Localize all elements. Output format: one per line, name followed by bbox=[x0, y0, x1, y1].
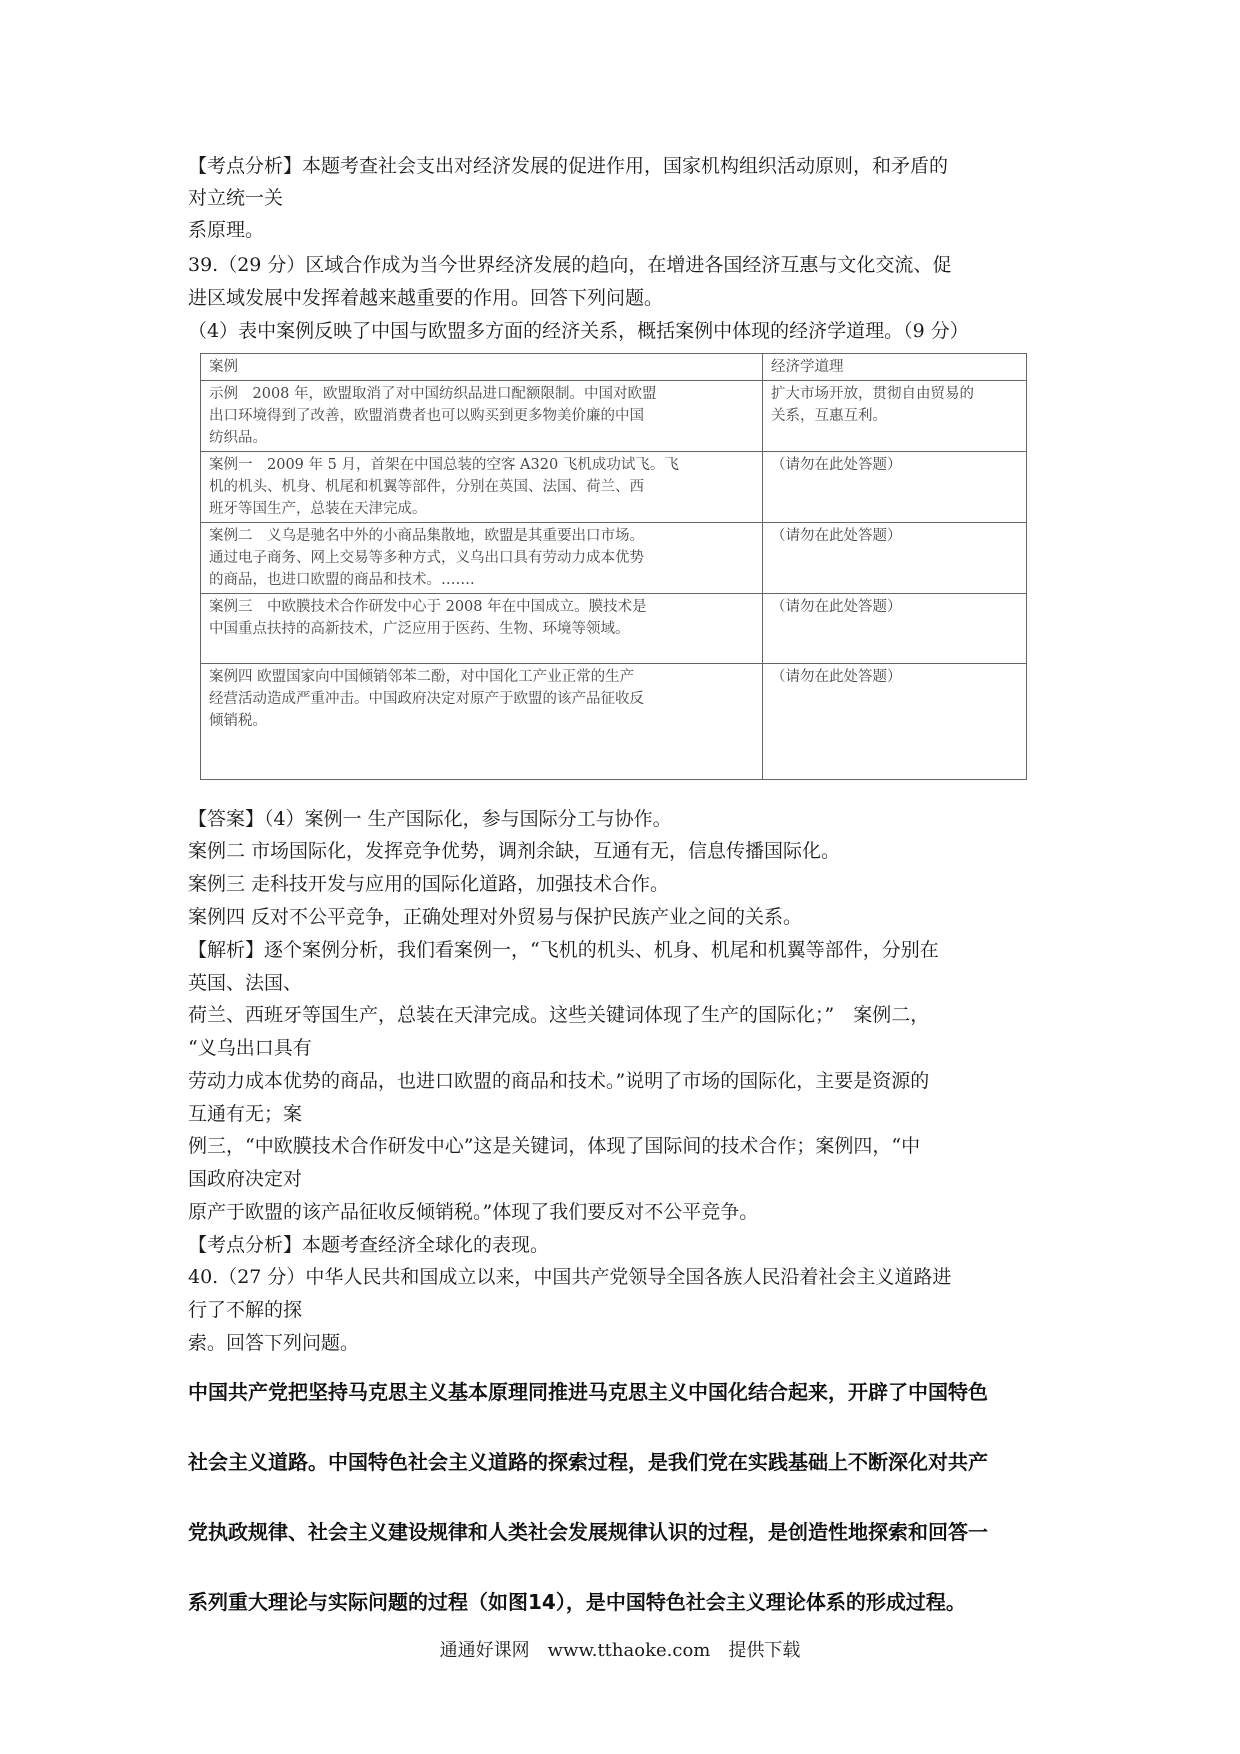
material-line: 社会主义道路。中国特色社会主义道路的探索过程，是我们党在实践基础上不断深化对共产 bbox=[188, 1450, 988, 1474]
question-40-line: 40.（27 分）中华人民共和国成立以来，中国共产党领导全国各族人民沿着社会主义道路进 bbox=[188, 1266, 952, 1288]
table-header-principle: 经济学道理 bbox=[763, 354, 1027, 381]
case-cell: 案例四 欧盟国家向中国倾销邻苯二酚，对中国化工产业正常的生产 经营活动造成严重冲击。中国政府决定对原产于欧盟的该产品征收反 倾销税。 bbox=[201, 664, 763, 780]
material-line: 中国共产党把坚持马克思主义基本原理同推进马克思主义中国化结合起来，开辟了中国特色 bbox=[188, 1380, 988, 1404]
table-row bbox=[201, 452, 1027, 523]
analysis-line: 荷兰、西班牙等国生产，总装在天津完成。这些关键词体现了生产的国际化；” 案例二， bbox=[188, 1004, 930, 1026]
analysis-line: 英国、法国、 bbox=[188, 972, 303, 994]
answer-line: 案例二 市场国际化，发挥竞争优势，调剂余缺，互通有无，信息传播国际化。 bbox=[188, 840, 841, 862]
question-40-line: 索。回答下列问题。 bbox=[188, 1332, 360, 1354]
case-cell: 示例 2008 年，欧盟取消了对中国纺织品进口配额限制。中国对欧盟 出口环境得到了改善，欧盟消费者也可以购买到更多物美价廉的中国 纺织品。 bbox=[201, 381, 763, 452]
answer-placeholder-cell: （请勿在此处答题） bbox=[763, 452, 1027, 523]
text-line: 对立统一关 bbox=[188, 187, 284, 209]
analysis-line: 国政府决定对 bbox=[188, 1168, 303, 1190]
table-row bbox=[201, 664, 1027, 780]
answer-line: 案例四 反对不公平竞争，正确处理对外贸易与保护民族产业之间的关系。 bbox=[188, 906, 803, 928]
material-line: 党执政规律、社会主义建设规律和人类社会发展规律认识的过程，是创造性地探索和回答一 bbox=[188, 1520, 988, 1544]
analysis-line: 原产于欧盟的该产品征收反倾销税。”体现了我们要反对不公平竞争。 bbox=[188, 1201, 759, 1223]
answer-placeholder-cell: （请勿在此处答题） bbox=[763, 594, 1027, 664]
page-footer: 通通好课网 www.tthaoke.com 提供下载 bbox=[439, 1640, 801, 1661]
table-row bbox=[201, 381, 1027, 452]
question-39-line: 39.（29 分）区域合作成为当今世界经济发展的趋向，在增进各国经济互惠与文化交流、促 bbox=[188, 254, 952, 276]
table-row bbox=[201, 594, 1027, 664]
case-cell: 案例一 2009 年 5 月，首架在中国总装的空客 A320 飞机成功试飞。飞 机的机头、机身、机尾和机翼等部件，分别在英国、法国、荷兰、西 班牙等国生产，总装在天津完成。 bbox=[201, 452, 763, 523]
answer-line: 【答案】（4）案例一 生产国际化，参与国际分工与协作。 bbox=[188, 808, 672, 830]
question-39-line: 进区域发展中发挥着越来越重要的作用。回答下列问题。 bbox=[188, 287, 664, 309]
analysis-line: “义乌出口具有 bbox=[188, 1037, 312, 1059]
analysis-line: 【考点分析】本题考查经济全球化的表现。 bbox=[188, 1234, 550, 1256]
analysis-line: 例三，“中欧膜技术合作研发中心”这是关键词，体现了国际间的技术合作；案例四，“中 bbox=[188, 1135, 921, 1157]
table-row bbox=[201, 523, 1027, 594]
analysis-line: 劳动力成本优势的商品，也进口欧盟的商品和技术。”说明了市场的国际化，主要是资源的 bbox=[188, 1070, 930, 1092]
table-header-case: 案例 bbox=[201, 354, 763, 381]
analysis-line: 互通有无；案 bbox=[188, 1103, 303, 1125]
case-cell: 案例二 义乌是驰名中外的小商品集散地，欧盟是其重要出口市场。 通过电子商务、网上交易等多种方式，义乌出口具有劳动力成本优势 的商品，也进口欧盟的商品和技术。……. bbox=[201, 523, 763, 594]
text-line: 系原理。 bbox=[188, 219, 265, 241]
answer-placeholder-cell: （请勿在此处答题） bbox=[763, 664, 1027, 780]
answer-line: 案例三 走科技开发与应用的国际化道路，加强技术合作。 bbox=[188, 873, 670, 895]
question-39-sub-line: （4）表中案例反映了中国与欧盟多方面的经济关系，概括案例中体现的经济学道理。（9 分） bbox=[188, 320, 969, 342]
question-40-line: 行了不解的探 bbox=[188, 1299, 303, 1321]
principle-cell: 扩大市场开放，贯彻自由贸易的 关系，互惠互利。 bbox=[763, 381, 1027, 452]
case-cell: 案例三 中欧膜技术合作研发中心于 2008 年在中国成立。膜技术是 中国重点扶持的高新技术，广泛应用于医药、生物、环境等领域。 bbox=[201, 594, 763, 664]
answer-placeholder-cell: （请勿在此处答题） bbox=[763, 523, 1027, 594]
analysis-line: 【解析】逐个案例分析，我们看案例一，“飞机的机头、机身、机尾和机翼等部件，分别在 bbox=[188, 939, 939, 961]
case-table bbox=[200, 353, 1027, 780]
material-line: 系列重大理论与实际问题的过程（如图14），是中国特色社会主义理论体系的形成过程。 bbox=[188, 1590, 966, 1614]
text-line: 【考点分析】本题考查社会支出对经济发展的促进作用，国家机构组织活动原则，和矛盾的 bbox=[188, 155, 949, 177]
